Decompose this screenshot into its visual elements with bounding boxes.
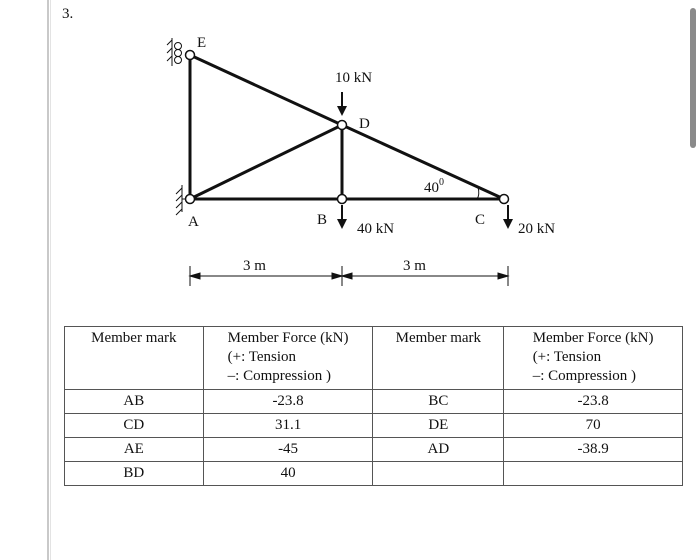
cell-force: 70: [504, 414, 683, 438]
table-row: [65, 462, 683, 486]
table-header-row: [65, 327, 683, 390]
cell-member: DE: [373, 414, 504, 438]
joint-e: [186, 51, 195, 60]
angle-label: $40^0$: [424, 177, 444, 196]
member-ad: [190, 125, 342, 199]
cell-member: CD: [65, 414, 204, 438]
table-row: [65, 390, 683, 414]
table-row: [65, 438, 683, 462]
joint-d: [338, 121, 347, 130]
cell-force: -38.9: [504, 438, 683, 462]
load-arrowhead-d: [337, 106, 347, 116]
question-number: 3.: [62, 6, 74, 22]
cell-force: [504, 462, 683, 486]
cell-force: 31.1: [203, 414, 373, 438]
joint-a: [186, 195, 195, 204]
node-label-b: B: [317, 212, 328, 228]
dimension-line: [190, 266, 508, 286]
node-label-e: E: [197, 35, 207, 51]
joint-c: [500, 195, 509, 204]
cell-member: AB: [65, 390, 204, 414]
cell-member: AD: [373, 438, 504, 462]
cell-force: -23.8: [504, 390, 683, 414]
cell-force: -45: [203, 438, 373, 462]
header-member-force-right: Member Force (kN) (+: Tension –: Compression ): [504, 327, 683, 390]
header-member-mark-left: Member mark: [65, 327, 204, 390]
cell-force: -23.8: [203, 390, 373, 414]
dimension-label-right: 3 m: [403, 258, 426, 274]
load-arrowhead-c: [503, 219, 513, 229]
cell-member: BC: [373, 390, 504, 414]
cell-member: BD: [65, 462, 204, 486]
joint-b: [338, 195, 347, 204]
member-ed: [190, 55, 342, 125]
member-dc: [342, 125, 504, 199]
load-label-b: 40 kN: [357, 221, 395, 237]
cell-member: [373, 462, 504, 486]
cell-member: AE: [65, 438, 204, 462]
table-row: [65, 414, 683, 438]
cell-force: 40: [203, 462, 373, 486]
header-member-force-left: Member Force (kN) (+: Tension –: Compression ): [203, 327, 373, 390]
dimension-label-left: 3 m: [243, 258, 266, 274]
header-member-mark-right: Member mark: [373, 327, 504, 390]
node-label-d: D: [359, 116, 370, 132]
node-label-a: A: [188, 214, 199, 230]
angle-arc-c: [477, 187, 479, 199]
load-label-d: 10 kN: [335, 70, 373, 86]
node-label-c: C: [475, 212, 486, 228]
load-label-c: 20 kN: [518, 221, 556, 237]
member-force-table: [64, 326, 683, 486]
load-arrowhead-b: [337, 219, 347, 229]
roller-support-e: [167, 38, 182, 66]
